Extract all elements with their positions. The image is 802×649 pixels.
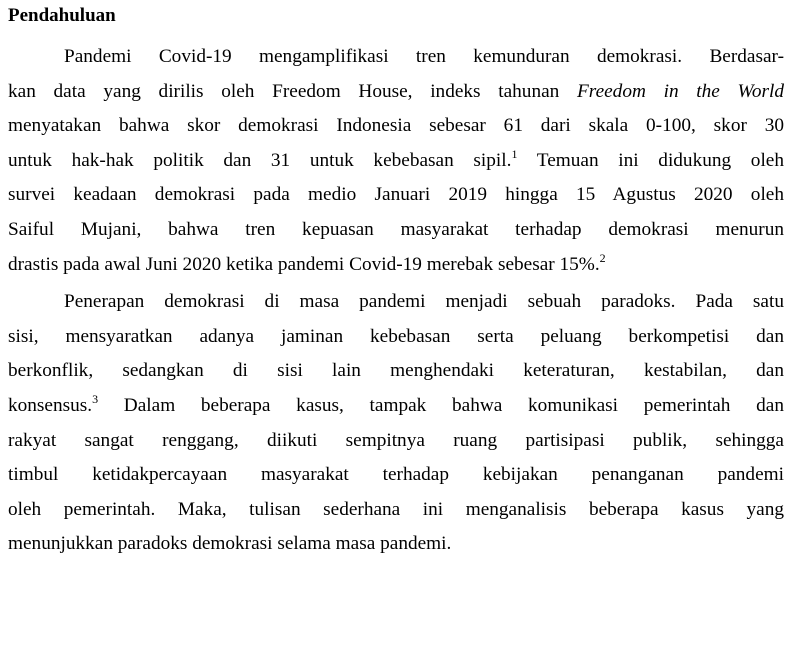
text-span: drastis pada awal Juni 2020 ketika pandemi Covid-19 merebak sebesar 15%. — [8, 253, 600, 275]
text-line — [8, 527, 784, 562]
text-line — [8, 493, 784, 528]
text-span: Dalam beberapa kasus, tampak bahwa komunikasi pemerintah dan — [98, 394, 784, 416]
text-span: kan data yang dirilis oleh Freedom House, indeks tahunan — [8, 80, 577, 102]
text-line — [8, 144, 784, 179]
text-span: oleh pemerintah. Maka, tulisan sederhana ini menganalisis beberapa kasus yang — [8, 498, 784, 520]
paragraph-2 — [8, 285, 784, 562]
paragraph-1 — [8, 40, 784, 282]
text-span: Pandemi Covid-19 mengamplifikasi tren kemunduran demokrasi. Berdasar- — [64, 46, 784, 67]
text-span: Penerapan demokrasi di masa pandemi menjadi sebuah paradoks. Pada satu — [64, 291, 784, 313]
footnote-ref-3[interactable]: 3 — [92, 391, 99, 406]
text-line — [8, 178, 784, 213]
text-line — [8, 75, 784, 110]
text-span: menyatakan bahwa skor demokrasi Indonesia sebesar 61 dari skala 0-100, skor 30 — [8, 115, 784, 137]
text-line — [8, 389, 784, 424]
publication-title-italic: Freedom in the World — [577, 80, 784, 102]
text-span: menunjukkan paradoks demokrasi selama masa pandemi. — [8, 533, 452, 555]
text-line — [8, 285, 784, 320]
section-heading: Pendahuluan — [8, 5, 116, 26]
document-page — [8, 0, 784, 562]
text-span: sisi, mensyaratkan adanya jaminan kebebasan serta peluang berkompetisi dan — [8, 325, 784, 347]
text-line — [8, 213, 784, 248]
footnote-ref-2[interactable]: 2 — [599, 250, 606, 265]
text-span: timbul ketidakpercayaan masyarakat terhadap kebijakan penanganan pandemi — [8, 464, 784, 486]
text-line — [8, 109, 784, 144]
text-line — [8, 424, 784, 459]
text-span: rakyat sangat renggang, diikuti sempitnya ruang partisipasi publik, sehingga — [8, 429, 784, 451]
text-span: berkonflik, sedangkan di sisi lain menghendaki keteraturan, kestabilan, dan — [8, 360, 784, 382]
text-line — [8, 458, 784, 493]
text-line — [8, 248, 784, 283]
text-line — [8, 354, 784, 389]
text-span: survei keadaan demokrasi pada medio Januari 2019 hingga 15 Agustus 2020 oleh — [8, 184, 784, 206]
text-line — [8, 320, 784, 355]
footnote-ref-1[interactable]: 1 — [511, 146, 518, 161]
text-span: Temuan ini didukung oleh — [517, 149, 785, 171]
text-span: konsensus. — [8, 394, 93, 416]
text-span: Saiful Mujani, bahwa tren kepuasan masyarakat terhadap demokrasi menurun — [8, 218, 784, 240]
text-line — [8, 40, 784, 75]
text-span: untuk hak-hak politik dan 31 untuk kebebasan sipil. — [8, 149, 512, 171]
